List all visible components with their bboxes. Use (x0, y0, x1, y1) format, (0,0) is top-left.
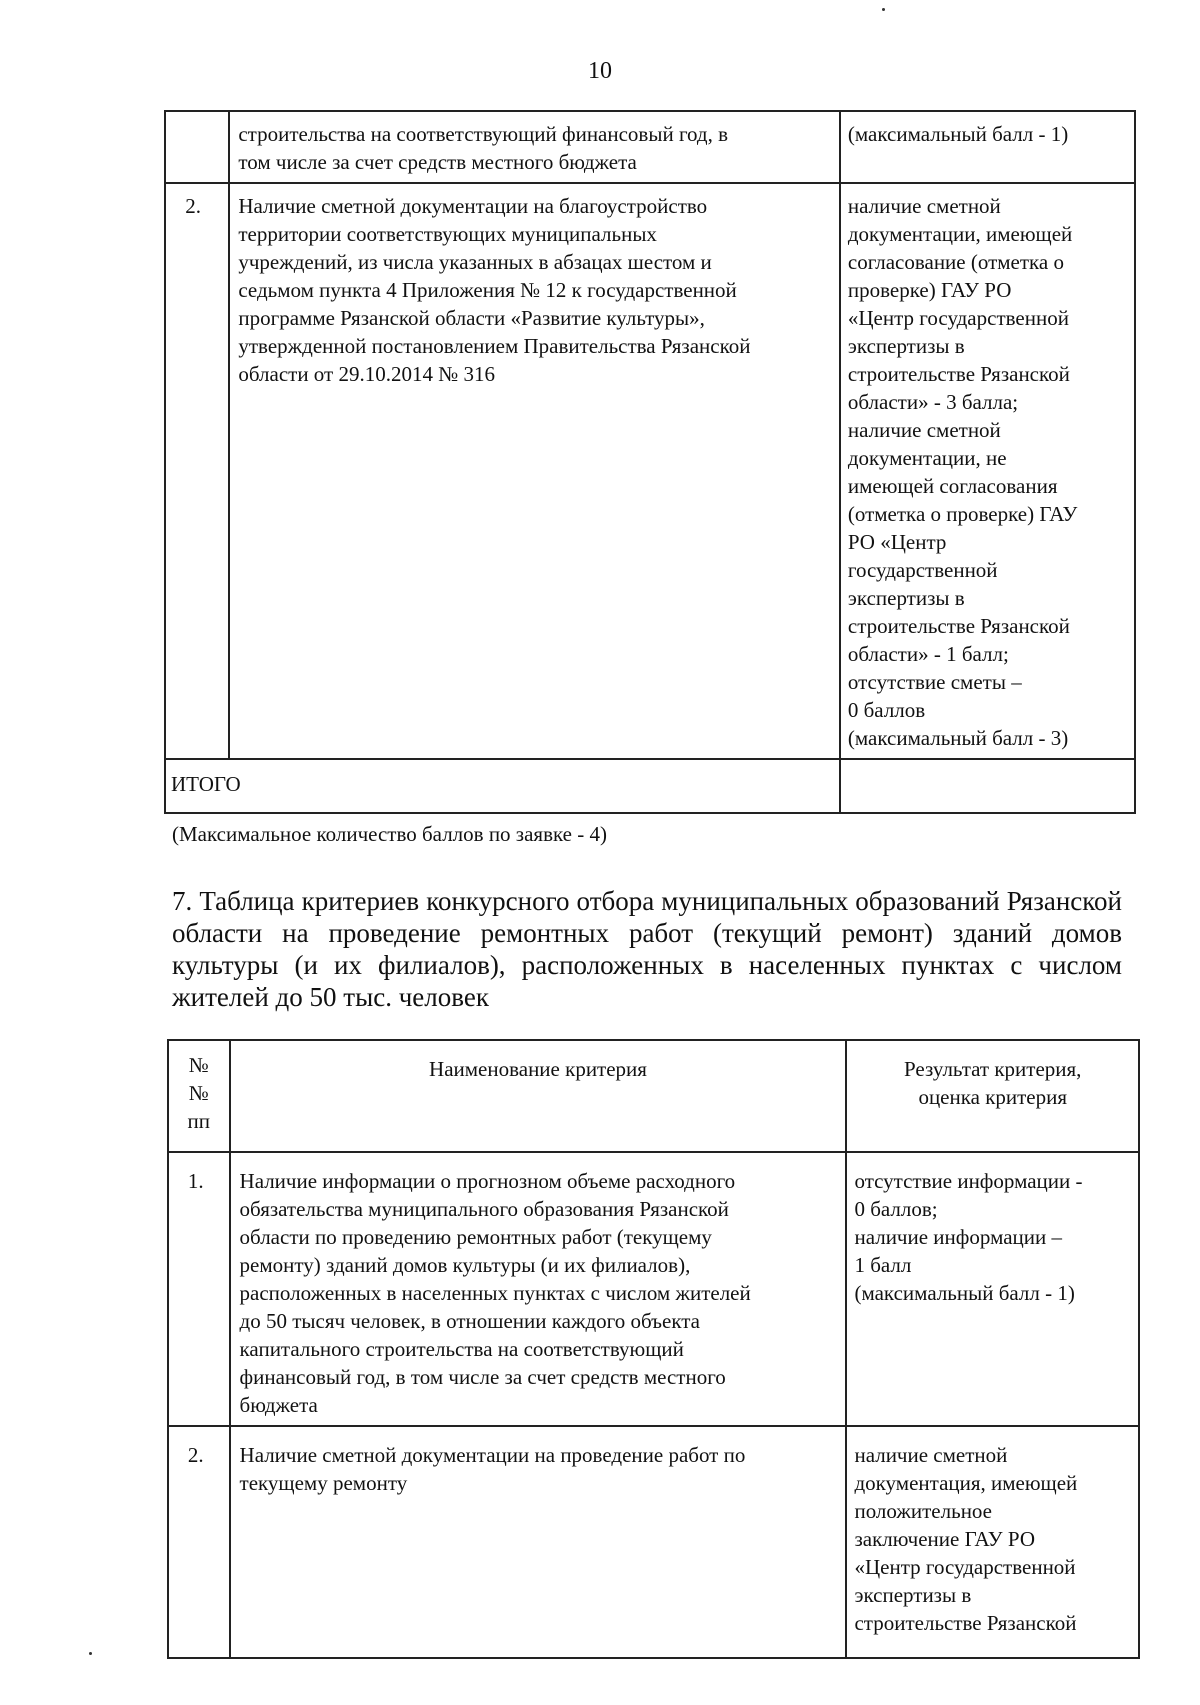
text-line: капитального строительства на соответствующий (239, 1337, 684, 1361)
text-line: экспертизы в (854, 1583, 972, 1607)
row-number (165, 111, 229, 183)
header-criterion-result (846, 1040, 1139, 1152)
text-line: документации, не (847, 446, 1007, 470)
text-line: программе Рязанской области «Развитие культуры», (238, 306, 705, 330)
text-line: «Центр государственной (847, 306, 1069, 330)
criteria-table (167, 1039, 1140, 1659)
page-number: 10 (588, 58, 612, 84)
text-line: области по проведению ремонтных работ (текущему (239, 1225, 712, 1249)
header-text-line: № (188, 1053, 209, 1077)
text-line: Наличие сметной документации на проведение работ по (239, 1443, 746, 1467)
text-line: наличие информации – (854, 1225, 1062, 1249)
criterion-result (846, 1152, 1139, 1426)
text-line: Наличие информации о прогнозном объеме расходного (239, 1169, 736, 1193)
table-row (165, 183, 1135, 759)
criterion-result (840, 111, 1135, 183)
criterion-name (229, 111, 840, 183)
text-line: документации, имеющей (847, 222, 1073, 246)
criterion-name (230, 1152, 847, 1426)
text-line: седьмом пункта 4 Приложения № 12 к государственной (238, 278, 737, 302)
text-line: бюджета (239, 1393, 318, 1417)
table-row (168, 1152, 1139, 1426)
criterion-result (846, 1426, 1139, 1658)
text-line: наличие сметной (847, 418, 1001, 442)
text-line: положительное (854, 1499, 993, 1523)
table-row (168, 1426, 1139, 1658)
text-line: области» - 3 балла; (847, 390, 1019, 414)
text-line: Наличие сметной документации на благоустройство (238, 194, 708, 218)
scan-speck (882, 8, 885, 11)
total-label: ИТОГО (165, 759, 840, 813)
text-line: документация, имеющей (854, 1471, 1078, 1495)
header-text-line: пп (187, 1109, 210, 1133)
header-text-line: оценка критерия (918, 1085, 1068, 1109)
text-line: строительстве Рязанской (847, 362, 1070, 386)
text-line: (отметка о проверке) ГАУ (847, 502, 1078, 526)
text-line: расположенных в населенных пунктах с числом жителей (239, 1281, 751, 1305)
text-line: строительства на соответствующий финансовый год, в (238, 122, 729, 146)
text-line: строительстве Рязанской (854, 1611, 1077, 1635)
text-line: РО «Центр (847, 530, 947, 554)
max-score-note: (Максимальное количество баллов по заявке - 4) (172, 822, 607, 846)
text-line: экспертизы в (847, 586, 965, 610)
header-text-line: № (188, 1081, 209, 1105)
criteria-table-continued (164, 110, 1136, 814)
text-line: том числе за счет средств местного бюджета (238, 150, 637, 174)
text-line: (максимальный балл - 1) (847, 122, 1069, 146)
criterion-result (840, 183, 1135, 759)
text-line: текущему ремонту (239, 1471, 408, 1495)
text-line: 0 баллов (847, 698, 926, 722)
text-line: (максимальный балл - 3) (847, 726, 1069, 750)
text-line: области от 29.10.2014 № 316 (238, 362, 495, 386)
text-line: «Центр государственной (854, 1555, 1076, 1579)
total-row (165, 759, 1135, 813)
row-number: 2. (168, 1426, 230, 1658)
text-line: проверке) ГАУ РО (847, 278, 1012, 302)
row-number: 2. (165, 183, 229, 759)
text-line: утвержденной постановлением Правительства Рязанской (238, 334, 751, 358)
text-line: отсутствие сметы – (847, 670, 1022, 694)
table-row (165, 111, 1135, 183)
row-number: 1. (168, 1152, 230, 1426)
criterion-name (230, 1426, 847, 1658)
text-line: 0 баллов; (854, 1197, 938, 1221)
text-line: отсутствие информации - (854, 1169, 1083, 1193)
text-line: имеющей согласования (847, 474, 1058, 498)
text-line: 1 балл (854, 1253, 912, 1277)
text-line: до 50 тысяч человек, в отношении каждого объекта (239, 1309, 700, 1333)
text-line: области» - 1 балл; (847, 642, 1009, 666)
text-line: экспертизы в (847, 334, 965, 358)
text-line: заключение ГАУ РО (854, 1527, 1035, 1551)
criterion-name (229, 183, 840, 759)
header-text-line: Результат критерия, (904, 1057, 1082, 1081)
text-line: наличие сметной (854, 1443, 1008, 1467)
text-line: ремонту) зданий домов культуры (и их филиалов), (239, 1253, 691, 1277)
text-line: финансовый год, в том числе за счет средств местного (239, 1365, 726, 1389)
text-line: согласование (отметка о (847, 250, 1065, 274)
text-line: строительстве Рязанской (847, 614, 1070, 638)
scan-speck (89, 1652, 92, 1655)
text-line: наличие сметной (847, 194, 1001, 218)
table-header-row (168, 1040, 1139, 1152)
section-heading: 7. Таблица критериев конкурсного отбора муниципальных образований Рязанской области на проведение ремонтных работ (текущий ремонт) зданий домов культуры (и их филиалов), расположенных в населенных пунктах с числом жителей до 50 тыс. человек (172, 886, 1122, 1012)
text-line: государственной (847, 558, 998, 582)
header-criterion-name: Наименование критерия (230, 1040, 847, 1152)
text-line: учреждений, из числа указанных в абзацах шестом и (238, 250, 712, 274)
total-value (840, 759, 1135, 813)
text-line: (максимальный балл - 1) (854, 1281, 1075, 1305)
text-line: обязательства муниципального образования Рязанской (239, 1197, 729, 1221)
header-number (168, 1040, 230, 1152)
text-line: территории соответствующих муниципальных (238, 222, 657, 246)
